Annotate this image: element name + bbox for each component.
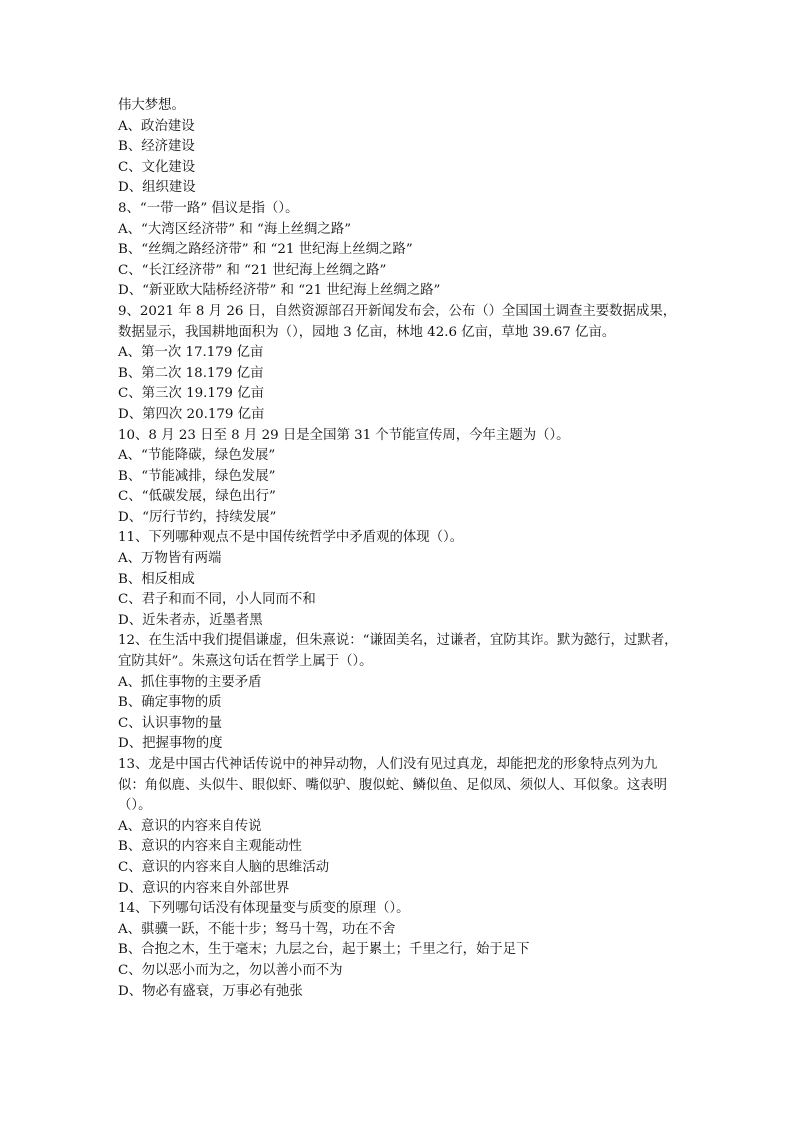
question-option: A、抓住事物的主要矛盾 — [118, 674, 262, 690]
question-option: D、意识的内容来自外部世界 — [118, 880, 290, 896]
intro-option: C、文化建设 — [118, 159, 196, 175]
question-text: 8、“一带一路” 倡议是指（）。 — [118, 200, 299, 216]
question-text: 11、下列哪种观点不是中国传统哲学中矛盾观的体现（）。 — [118, 530, 464, 546]
intro-tail-text: 伟大梦想。 — [118, 98, 185, 113]
question-option: B、“丝绸之路经济带” 和 “21 世纪海上丝绸之路” — [118, 242, 413, 258]
intro-option: D、组织建设 — [118, 180, 196, 196]
question-option: D、近朱者赤，近墨者黑 — [118, 612, 263, 628]
question-text: 14、下列哪句话没有体现量变与质变的原理（）。 — [118, 901, 410, 917]
question-9 — [118, 302, 684, 426]
question-option: D、“新亚欧大陆桥经济带” 和 “21 世纪海上丝绸之路” — [118, 283, 441, 299]
question-text: 9、2021 年 8 月 26 日，自然资源部召开新闻发布会，公布（）全国国土调查主要数据成果，数据显示，我国耕地面积为（），园地 3 亿亩，林地 42.6 亿亩，草地 39.67 亿亩。 — [118, 303, 677, 340]
question-option: B、确定事物的质 — [118, 695, 222, 711]
question-option: A、意识的内容来自传说 — [118, 818, 262, 834]
intro-option: A、政治建设 — [118, 118, 195, 134]
question-option: C、“低碳发展，绿色出行” — [118, 489, 276, 505]
question-text: 13、龙是中国古代神话传说中的神异动物，人们没有见过真龙，却能把龙的形象特点列为九似：角似鹿、头似牛、眼似虾、嘴似驴、腹似蛇、鳞似鱼、足似凤、须似人、耳似象。这表明（）。 — [118, 757, 668, 814]
question-text: 10、8 月 23 日至 8 月 29 日是全国第 31 个节能宣传周，今年主题为（）。 — [118, 427, 570, 443]
question-option: D、第四次 20.179 亿亩 — [118, 406, 265, 422]
question-option: A、第一次 17.179 亿亩 — [118, 345, 264, 361]
question-option: B、“节能减排，绿色发展” — [118, 468, 276, 484]
question-option: B、第二次 18.179 亿亩 — [118, 365, 264, 381]
question-option: A、骐骥一跃，不能十步；驽马十驾，功在不舍 — [118, 921, 396, 937]
question-option: B、意识的内容来自主观能动性 — [118, 839, 302, 855]
question-text: 12、在生活中我们提倡谦虚，但朱熹说：“谦固美名，过谦者，宜防其诈。默为懿行，过默者，宜防其奸”。朱熹这句话在哲学上属于（）。 — [118, 633, 678, 670]
question-option: A、“大湾区经济带” 和 “海上丝绸之路” — [118, 221, 352, 237]
question-list — [118, 96, 684, 1002]
question-option: B、相反相成 — [118, 571, 195, 587]
question-option: D、物必有盛衰，万事必有弛张 — [118, 983, 303, 999]
question-option: C、认识事物的量 — [118, 715, 222, 731]
question-option: C、意识的内容来自人脑的思维活动 — [118, 859, 330, 875]
question-option: C、勿以恶小而为之，勿以善小而不为 — [118, 962, 343, 978]
question-option: C、“长江经济带” 和 “21 世纪海上丝绸之路” — [118, 262, 387, 278]
question-option: A、万物皆有两端 — [118, 551, 222, 567]
question-option: D、“厉行节约，持续发展” — [118, 509, 277, 525]
question-10 — [118, 426, 684, 529]
question-13 — [118, 755, 684, 899]
question-option: C、君子和而不同，小人同而不和 — [118, 592, 316, 608]
intro-option: B、经济建设 — [118, 139, 195, 155]
question-option: B、合抱之木，生于毫末；九层之台，起于累土；千里之行，始于足下 — [118, 942, 530, 958]
question-8 — [118, 199, 684, 302]
question-12 — [118, 631, 684, 755]
question-option: C、第三次 19.179 亿亩 — [118, 386, 264, 402]
question-11 — [118, 528, 684, 631]
question-option: D、把握事物的度 — [118, 736, 223, 752]
question-option: A、“节能降碳，绿色发展” — [118, 448, 276, 464]
question-14 — [118, 899, 684, 1002]
